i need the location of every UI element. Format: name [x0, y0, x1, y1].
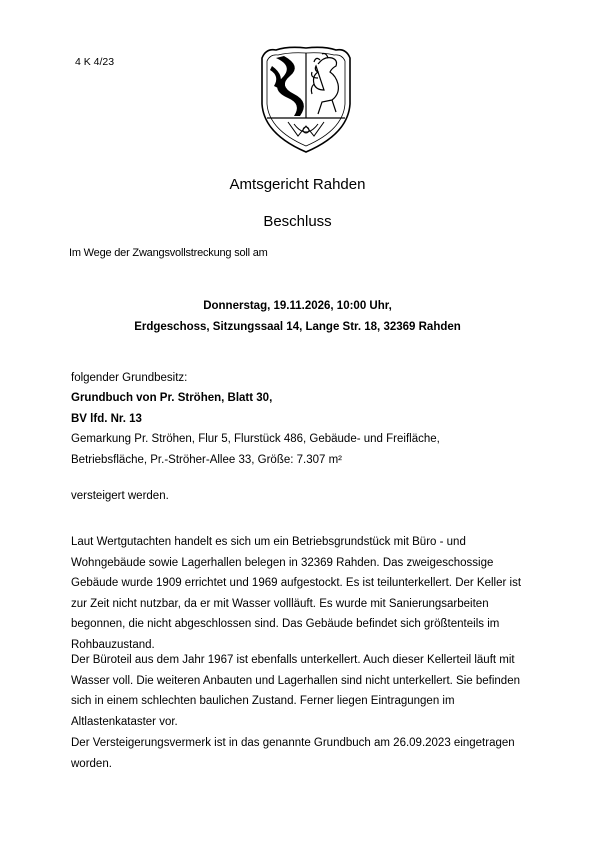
parcel-line-1: Gemarkung Pr. Ströhen, Flur 5, Flurstück 486, Gebäude- und Freifläche,	[71, 433, 440, 445]
office-paragraph: Der Büroteil aus dem Jahr 1967 ist ebenfalls unterkellert. Auch dieser Kellerteil läuft mit Wasser voll. Die weiteren Anbauten und Lagerhallen sind nicht unterkellert. Sie befinden sich in einem schlechten baulichen Zustand. Ferner liegen Eintragungen im Altlastenkataster vor.	[71, 654, 520, 728]
auction-date-block	[0, 296, 595, 338]
document-title: Beschluss	[263, 213, 332, 230]
bv-number: BV lfd. Nr. 13	[71, 412, 142, 425]
nrw-coat-of-arms-icon	[258, 44, 354, 156]
parcel-line-2: Betriebsfläche, Pr.-Ströher-Allee 33, Größe: 7.307 m²	[71, 453, 343, 466]
file-number: 4 K 4/23	[75, 56, 115, 68]
auction-location: Erdgeschoss, Sitzungssaal 14, Lange Str. 18, 32369 Rahden	[134, 321, 461, 333]
auction-statement: versteigert werden.	[71, 490, 169, 502]
valuation-paragraph: Laut Wertgutachten handelt es sich um ein Betriebsgrundstück mit Büro - und Wohngebäude sowie Lagerhallen belegen in 32369 Rahden. Das zweigeschossige Gebäude wurde 1909 errichtet und 1969 aufgestockt. Es ist teilunterkellert. Der Keller ist zur Zeit nicht nutzbar, da er mit Wasser vollläuft. Es wurde mit Sanierungsarbeiten begonnen, die nicht abgeschlossen sind. Das Gebäude befindet sich größtenteils im Rohbauzustand.	[71, 536, 522, 651]
auction-date: Donnerstag, 19.11.2026, 10:00 Uhr,	[203, 300, 392, 312]
court-name: Amtsgericht Rahden	[229, 176, 366, 193]
land-register-line: Grundbuch von Pr. Ströhen, Blatt 30,	[71, 392, 273, 404]
intro-text: Im Wege der Zwangsvollstreckung soll am	[69, 247, 268, 259]
registration-paragraph: Der Versteigerungsvermerk ist in das genannte Grundbuch am 26.09.2023 eingetragen worden.	[71, 737, 515, 770]
property-description	[71, 388, 531, 470]
property-label: folgender Grundbesitz:	[71, 372, 188, 384]
